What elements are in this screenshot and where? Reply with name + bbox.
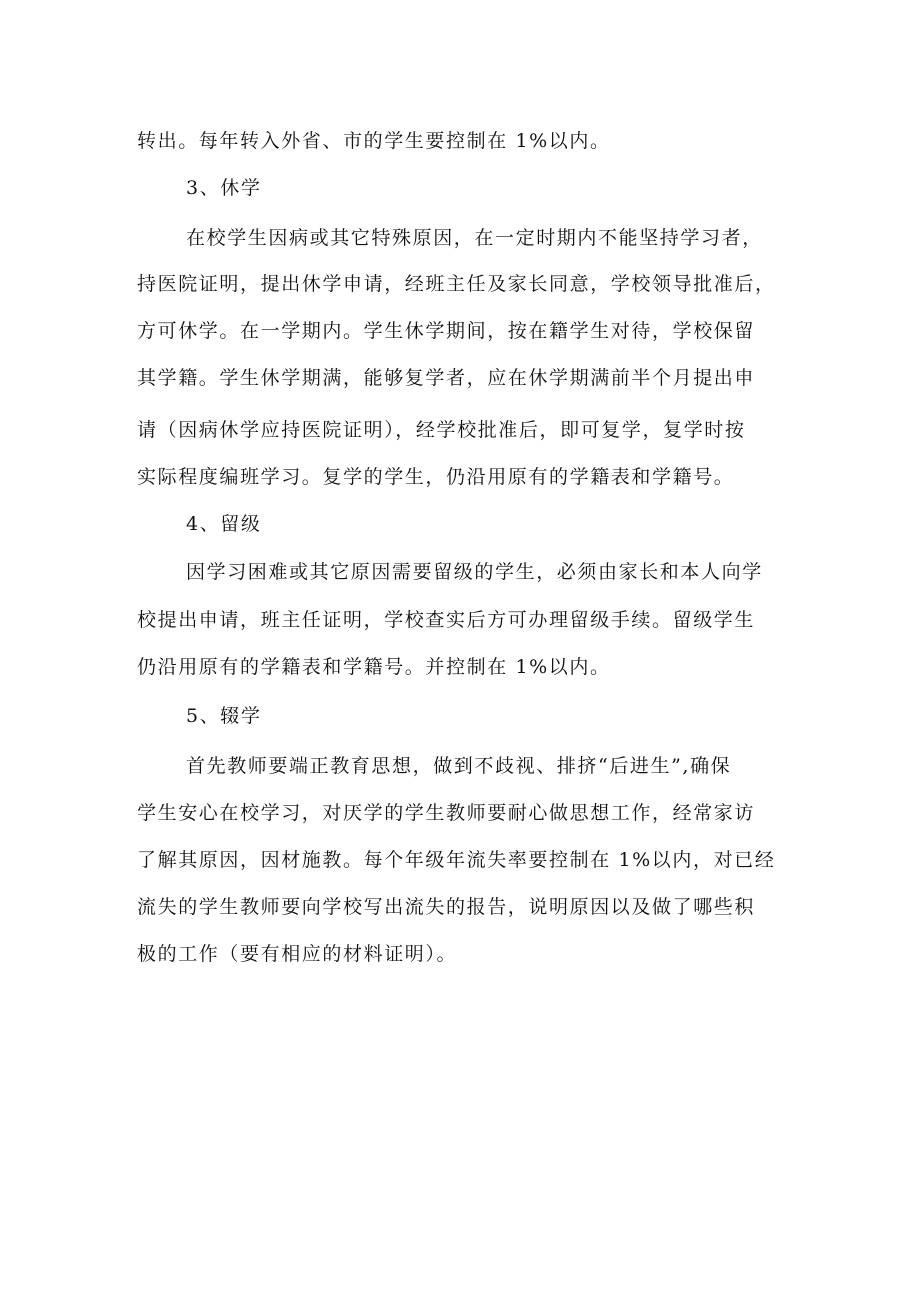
paragraph-line: 流失的学生教师要向学校写出流失的报告，说明原因以及做了哪些积 [137,896,756,918]
paragraph-line: 在校学生因病或其它特殊原因，在一定时期内不能坚持学习者， [186,227,763,249]
paragraph-line: 请（因病休学应持医院证明），经学校批准后，即可复学，复学时按 [137,419,746,441]
paragraph-line: 实际程度编班学习。复学的学生，仍沿用原有的学籍表和学籍号。 [137,466,735,488]
section-heading-suspension: 3、休学 [186,177,262,199]
paragraph-line: 转出。每年转入外省、市的学生要控制在 1%以内。 [137,130,611,152]
paragraph-line: 持医院证明，提出休学申请，经班主任及家长同意，学校领导批准后， [137,273,776,295]
paragraph-line: 校提出申请，班主任证明，学校查实后方可办理留级手续。留级学生 [137,609,756,631]
paragraph-line: 因学习困难或其它原因需要留级的学生，必须由家长和本人向学 [186,561,763,583]
paragraph-line: 首先教师要端正教育思想，做到不歧视、排挤“后进生”,确保 [186,755,732,777]
section-heading-dropout: 5、辍学 [186,705,262,727]
section-heading-repeat-grade: 4、留级 [186,513,262,535]
paragraph-line: 学生安心在校学习，对厌学的学生教师要耐心做思想工作，经常家访 [137,802,756,824]
paragraph-line: 极的工作（要有相应的材料证明）。 [137,943,458,965]
paragraph-line: 仍沿用原有的学籍表和学籍号。并控制在 1%以内。 [137,656,611,678]
paragraph-line: 其学籍。学生休学期满，能够复学者，应在休学期满前半个月提出申 [137,367,756,389]
paragraph-line: 方可休学。在一学期内。学生休学期间，按在籍学生对待，学校保留 [137,320,756,342]
paragraph-line: 了解其原因，因材施教。每个年级年流失率要控制在 1%以内，对已经 [137,849,776,871]
